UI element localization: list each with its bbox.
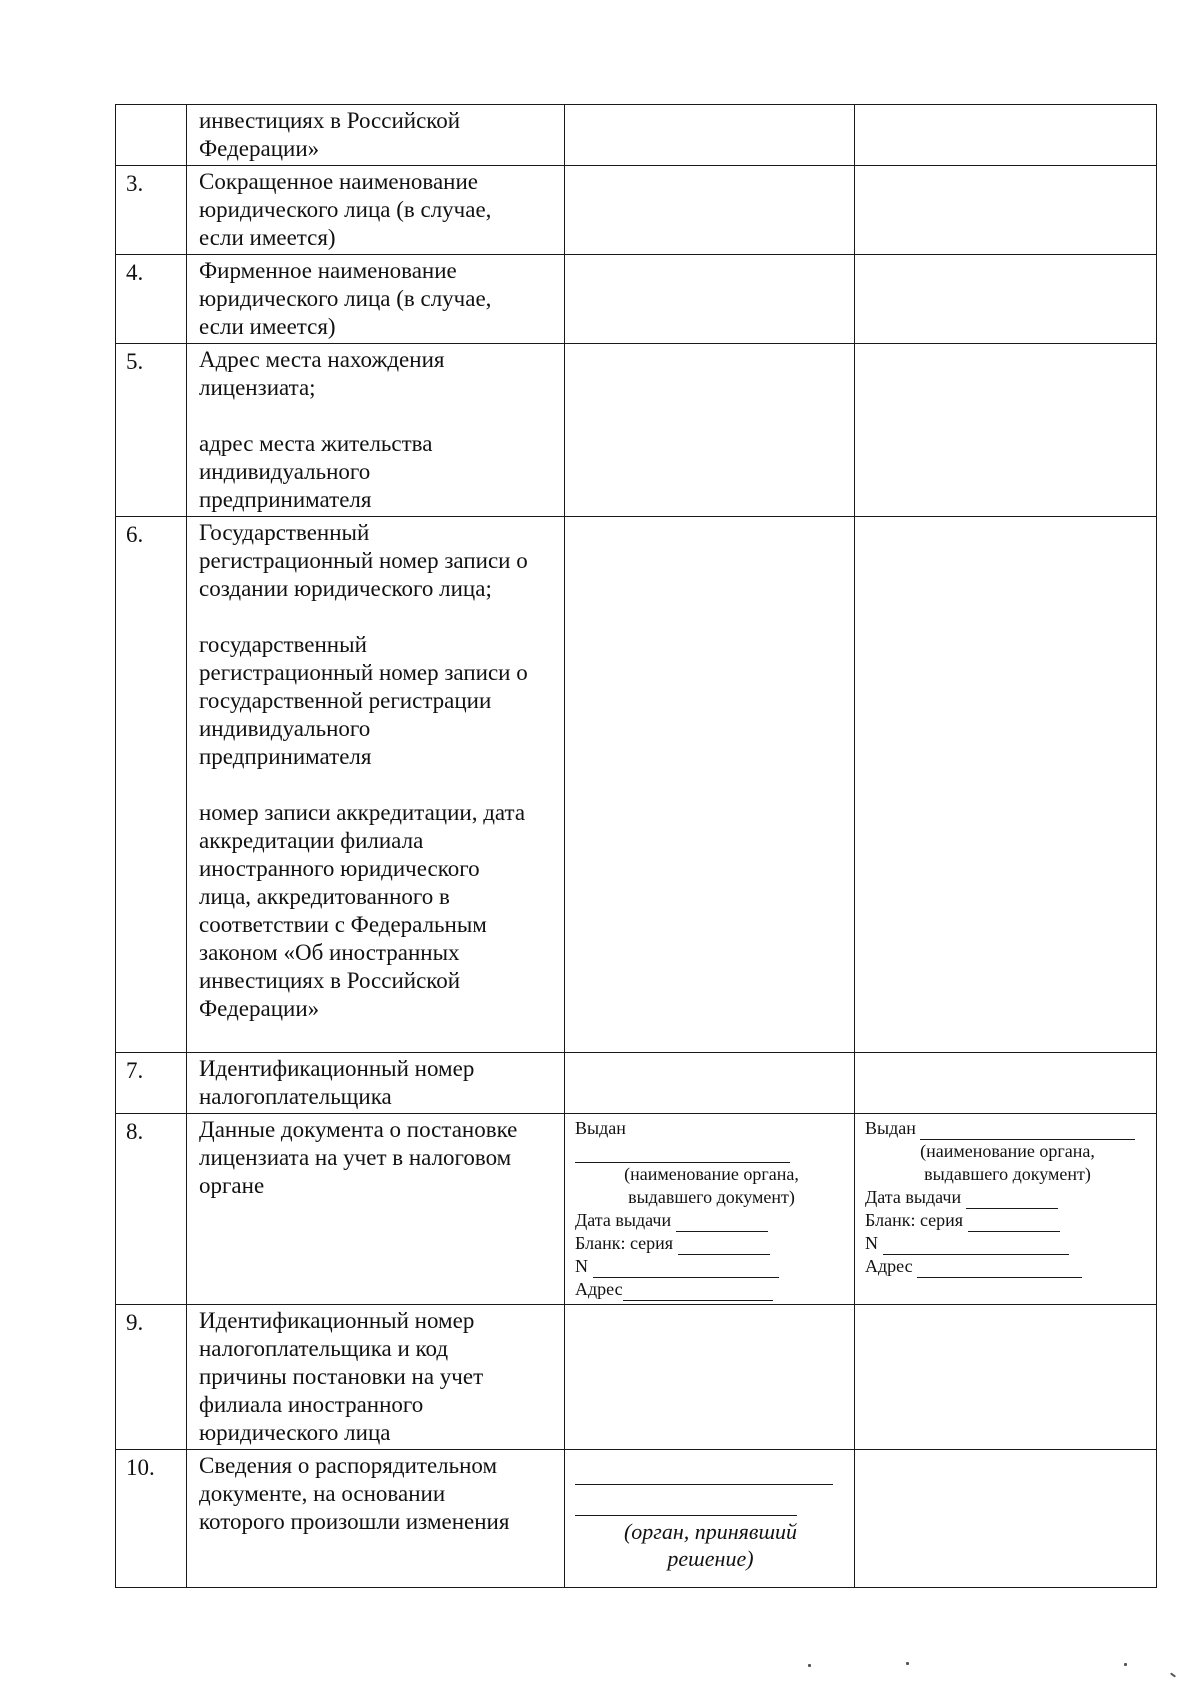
address-field[interactable] xyxy=(623,1282,773,1301)
blank-series-field[interactable] xyxy=(968,1213,1060,1232)
table-row xyxy=(116,344,1157,517)
value-cell[interactable] xyxy=(565,517,855,1053)
date-label: Дата выдачи xyxy=(865,1187,962,1207)
row-label: Сокращенное наименование юридического лица (в случае, если имеется) xyxy=(187,166,565,255)
value-cell[interactable] xyxy=(565,1305,855,1450)
issued-hint-2: выдавшего документ) xyxy=(924,1164,1091,1184)
row-number: 3. xyxy=(116,166,187,255)
scan-speck xyxy=(906,1662,909,1665)
date-field[interactable] xyxy=(676,1213,768,1232)
table-row xyxy=(116,1114,1157,1305)
row-number: 5. xyxy=(116,344,187,517)
value-cell[interactable] xyxy=(855,166,1157,255)
row-label: Государственный регистрационный номер записи о создании юридического лица; государственный регистрационный номер записи о государственной регистрации индивидуального предпринимателя номер записи аккредитации, дата аккредитации филиала иностранного юридического лица, аккредитованного в соответствии с Федеральным законом «Об иностранных инвестициях в Российской Федерации» xyxy=(187,517,565,1053)
value-cell[interactable] xyxy=(565,344,855,517)
tax-doc-cell-col4 xyxy=(855,1114,1157,1305)
table-row xyxy=(116,105,1157,166)
blank-series-field[interactable] xyxy=(678,1236,770,1255)
issued-by-field[interactable] xyxy=(920,1121,1135,1140)
value-cell[interactable] xyxy=(855,517,1157,1053)
row-label: Идентификационный номер налогоплательщика и код причины постановки на учет филиала иностранного юридического лица xyxy=(187,1305,565,1450)
row-number: 8. xyxy=(116,1114,187,1305)
table-row xyxy=(116,1053,1157,1114)
row-label: Идентификационный номер налогоплательщика xyxy=(187,1053,565,1114)
issued-label: Выдан xyxy=(865,1118,916,1138)
row-label: Фирменное наименование юридического лица (в случае, если имеется) xyxy=(187,255,565,344)
value-cell[interactable] xyxy=(855,1305,1157,1450)
issued-by-field[interactable] xyxy=(575,1144,790,1163)
row-label: Сведения о распорядительном документе, на основании которого произошли изменения xyxy=(187,1450,565,1588)
table-row xyxy=(116,517,1157,1053)
decision-line-2[interactable] xyxy=(575,1515,797,1516)
address-label: Адрес xyxy=(575,1279,623,1299)
license-data-table xyxy=(115,104,1157,1588)
decision-caption-2: решение) xyxy=(667,1546,754,1571)
issued-label: Выдан xyxy=(575,1118,626,1138)
date-label: Дата выдачи xyxy=(575,1210,672,1230)
number-field[interactable] xyxy=(593,1259,779,1278)
issued-hint-1: (наименование органа, xyxy=(920,1141,1095,1161)
blank-series-label: Бланк: серия xyxy=(575,1233,674,1253)
issued-hint-1: (наименование органа, xyxy=(624,1164,799,1184)
number-label: N xyxy=(865,1233,878,1253)
value-cell[interactable] xyxy=(855,105,1157,166)
decision-caption-1: (орган, принявший xyxy=(623,1519,798,1544)
table-row xyxy=(116,1305,1157,1450)
row-label: Адрес места нахождения лицензиата; адрес места жительства индивидуального предпринимателя xyxy=(187,344,565,517)
row-label: инвестициях в Российской Федерации» xyxy=(187,105,565,166)
value-cell[interactable] xyxy=(855,255,1157,344)
value-cell[interactable] xyxy=(565,1053,855,1114)
decision-line-1[interactable] xyxy=(575,1484,833,1485)
row-number: 4. xyxy=(116,255,187,344)
issued-hint-2: выдавшего документ) xyxy=(628,1187,795,1207)
row-number xyxy=(116,105,187,166)
table-row xyxy=(116,1450,1157,1588)
row-number: 9. xyxy=(116,1305,187,1450)
number-label: N xyxy=(575,1256,588,1276)
tax-doc-cell-col3 xyxy=(565,1114,855,1305)
value-cell[interactable] xyxy=(855,344,1157,517)
number-field[interactable] xyxy=(883,1236,1069,1255)
value-cell[interactable] xyxy=(565,255,855,344)
row-number: 6. xyxy=(116,517,187,1053)
scan-speck xyxy=(1124,1663,1127,1666)
row-label: Данные документа о постановке лицензиата на учет в налоговом органе xyxy=(187,1114,565,1305)
table-row xyxy=(116,255,1157,344)
row-number: 7. xyxy=(116,1053,187,1114)
row-number: 10. xyxy=(116,1450,187,1588)
address-label: Адрес xyxy=(865,1256,913,1276)
table-row xyxy=(116,166,1157,255)
value-cell[interactable] xyxy=(565,166,855,255)
value-cell[interactable] xyxy=(855,1450,1157,1588)
decision-cell xyxy=(565,1450,855,1588)
value-cell[interactable] xyxy=(855,1053,1157,1114)
scan-speck xyxy=(1170,1672,1176,1677)
value-cell[interactable] xyxy=(565,105,855,166)
blank-series-label: Бланк: серия xyxy=(865,1210,964,1230)
date-field[interactable] xyxy=(966,1190,1058,1209)
address-field[interactable] xyxy=(917,1259,1082,1278)
scan-speck xyxy=(808,1664,811,1667)
